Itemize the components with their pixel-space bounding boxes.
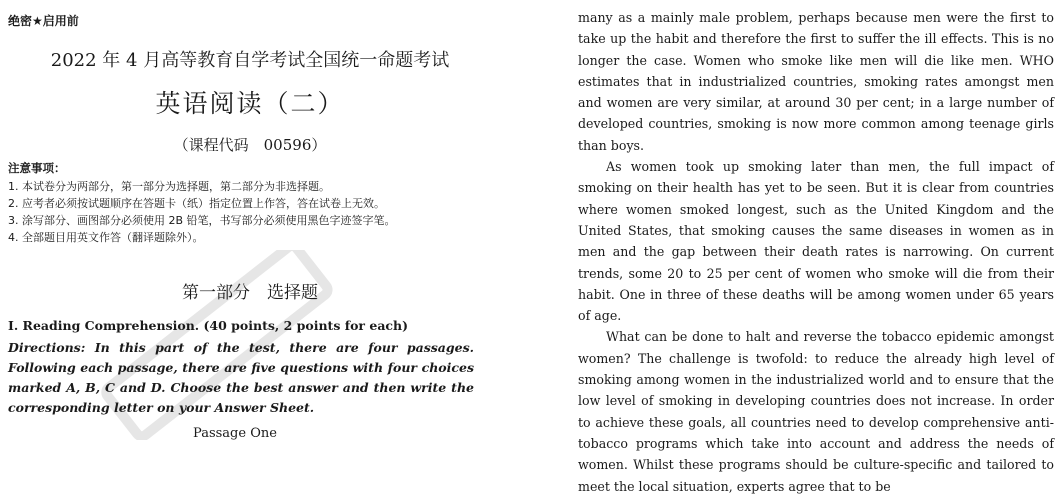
course-code: （课程代码 00596） [173, 136, 327, 154]
passage-body [578, 7, 1054, 497]
passage-paragraph: As women took up smoking later than men, the full impact of smoking on their health has yet to be seen. But it is clear from countries where women smoked longest, such as the United Kingdom and the United States, that smoking causes the same diseases in women as in men and the gap between their death rates is narrowing. On current trends, some 20 to 25 per cent of women who smoke will die from their habit. One in three of these deaths will be among women under 65 years of age. [578, 159, 1054, 324]
passage-paragraph: What can be done to halt and reverse the tobacco epidemic amongst women? The challenge is twofold: to reduce the already high level of smoking among women in the industrialized world and to ensure that the low level of smoking in developing countries does not increase. In order to achieve these goals, all countries need to develop comprehensive anti-tobacco programs which take into account and address the needs of women. Whilst these programs should be culture-specific and tailored to meet the local situation, experts agree that to be [578, 329, 1054, 494]
notice-item: 4. 全部题目用英文作答（翻译题除外）。 [8, 231, 204, 244]
directions-text: Directions: In this part of the test, there are four passages. Following each passage, there are five questions with four choices marked A, B, C and D. Choose the best answer and then write the corresponding letter on your Answer Sheet. [8, 340, 474, 415]
notice-item: 1. 本试卷分为两部分，第一部分为选择题，第二部分为非选择题。 [8, 180, 330, 193]
notice-list [8, 178, 396, 246]
section-title: I. Reading Comprehension. (40 points, 2 points for each) [8, 318, 409, 333]
notice-item: 3. 涂写部分、画图部分必须使用 2B 铅笔，书写部分必须使用黑色字迹签字笔。 [8, 214, 396, 227]
right-column [578, 0, 1054, 494]
passage-title: Passage One [193, 426, 277, 441]
secret-label: 绝密★启用前 [8, 14, 79, 28]
left-column [0, 0, 540, 439]
notice-item: 2. 应考者必须按试题顺序在答题卡（纸）指定位置上作答，答在试卷上无效。 [8, 197, 385, 210]
notice-title: 注意事项： [8, 161, 66, 175]
part-one-title: 第一部分 选择题 [182, 283, 318, 303]
exam-title: 2022 年 4 月高等教育自学考试全国统一命题考试 [50, 50, 450, 71]
subject-title: 英语阅读（二） [155, 89, 345, 118]
passage-paragraph: many as a mainly male problem, perhaps because men were the first to take up the habit and therefore the first to suffer the ill effects. This is no longer the case. Women who smoke like men will die like men. WHO estimates that in industrialized countries, smoking rates amongst men and women are very similar, at around 30 per cent; in a large number of developed countries, smoking is now more common among teenage girls than boys. [578, 10, 1054, 153]
